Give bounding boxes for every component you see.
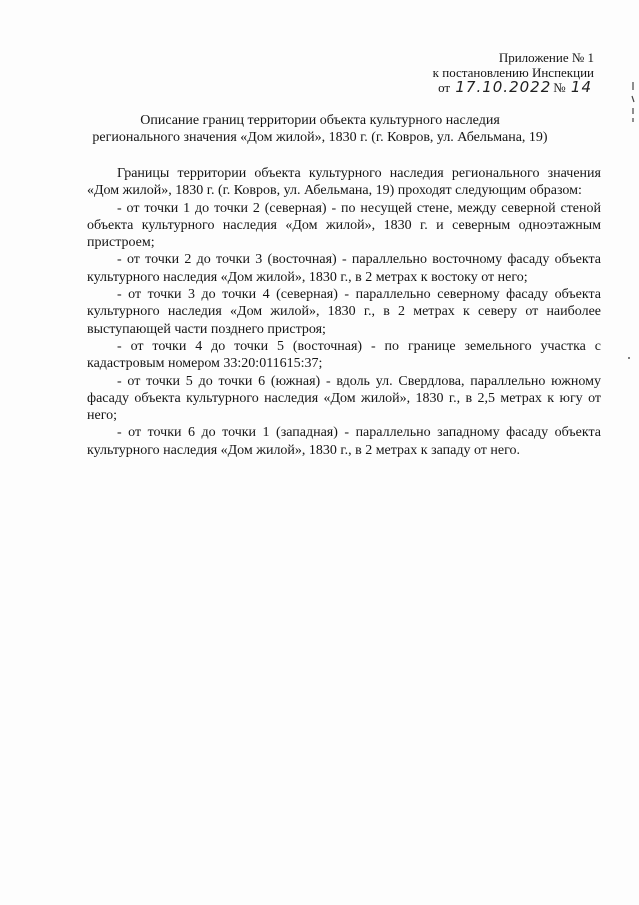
intro-paragraph: Границы территории объекта культурного наследия регионального значения «Дом жилой», 1830 г. (г. Ковров, ул. Абельмана, 19) проходят следующим образом: (87, 166, 601, 199)
scan-edge-mark (629, 80, 637, 124)
appendix-number: Приложение № 1 (498, 50, 594, 65)
title-line-1: Описание границ территории объекта культурного наследия (140, 113, 500, 128)
resolution-reference: к постановлению Инспекции (432, 65, 594, 80)
boundary-segment-1-2: - от точки 1 до точки 2 (северная) - по несущей стене, между северной стеной объекта культурного наследия «Дом жилой», 1830 г. и северным одноэтажным пристроем; (87, 200, 601, 251)
boundary-segment-2-3: - от точки 2 до точки 3 (восточная) - параллельно восточному фасаду объекта культурного наследия «Дом жилой», 1830 г., в 2 метрах к востоку от него; (87, 252, 601, 285)
scan-speck (628, 357, 630, 359)
appendix-header (433, 50, 594, 95)
document-body (87, 165, 601, 459)
handwritten-date: 17.10.2022 (455, 78, 552, 96)
date-prefix: от (438, 80, 451, 95)
boundary-segment-5-6: - от точки 5 до точки 6 (южная) - вдоль ул. Свердлова, параллельно южному фасаду объекта культурного наследия «Дом жилой», 1830 г., в 2,5 метрах к югу от него; (87, 373, 601, 424)
boundary-segment-6-1: - от точки 6 до точки 1 (западная) - параллельно западному фасаду объекта культурного наследия «Дом жилой», 1830 г., в 2 метрах к западу от него. (87, 425, 601, 458)
date-number-row (433, 80, 594, 95)
title-line-2: регионального значения «Дом жилой», 1830 г. (г. Ковров, ул. Абельмана, 19) (92, 130, 548, 145)
document-title (40, 112, 600, 146)
handwritten-number: 14 (570, 78, 592, 96)
number-sign: № (553, 80, 566, 95)
boundary-segment-4-5: - от точки 4 до точки 5 (восточная) - по границе земельного участка с кадастровым номером 33:20:011615:37; (87, 338, 601, 372)
boundary-segment-3-4: - от точки 3 до точки 4 (северная) - параллельно северному фасаду объекта культурного наследия «Дом жилой», 1830 г., в 2 метрах к северу от наиболее выступающей части позднего пристроя; (87, 287, 601, 337)
